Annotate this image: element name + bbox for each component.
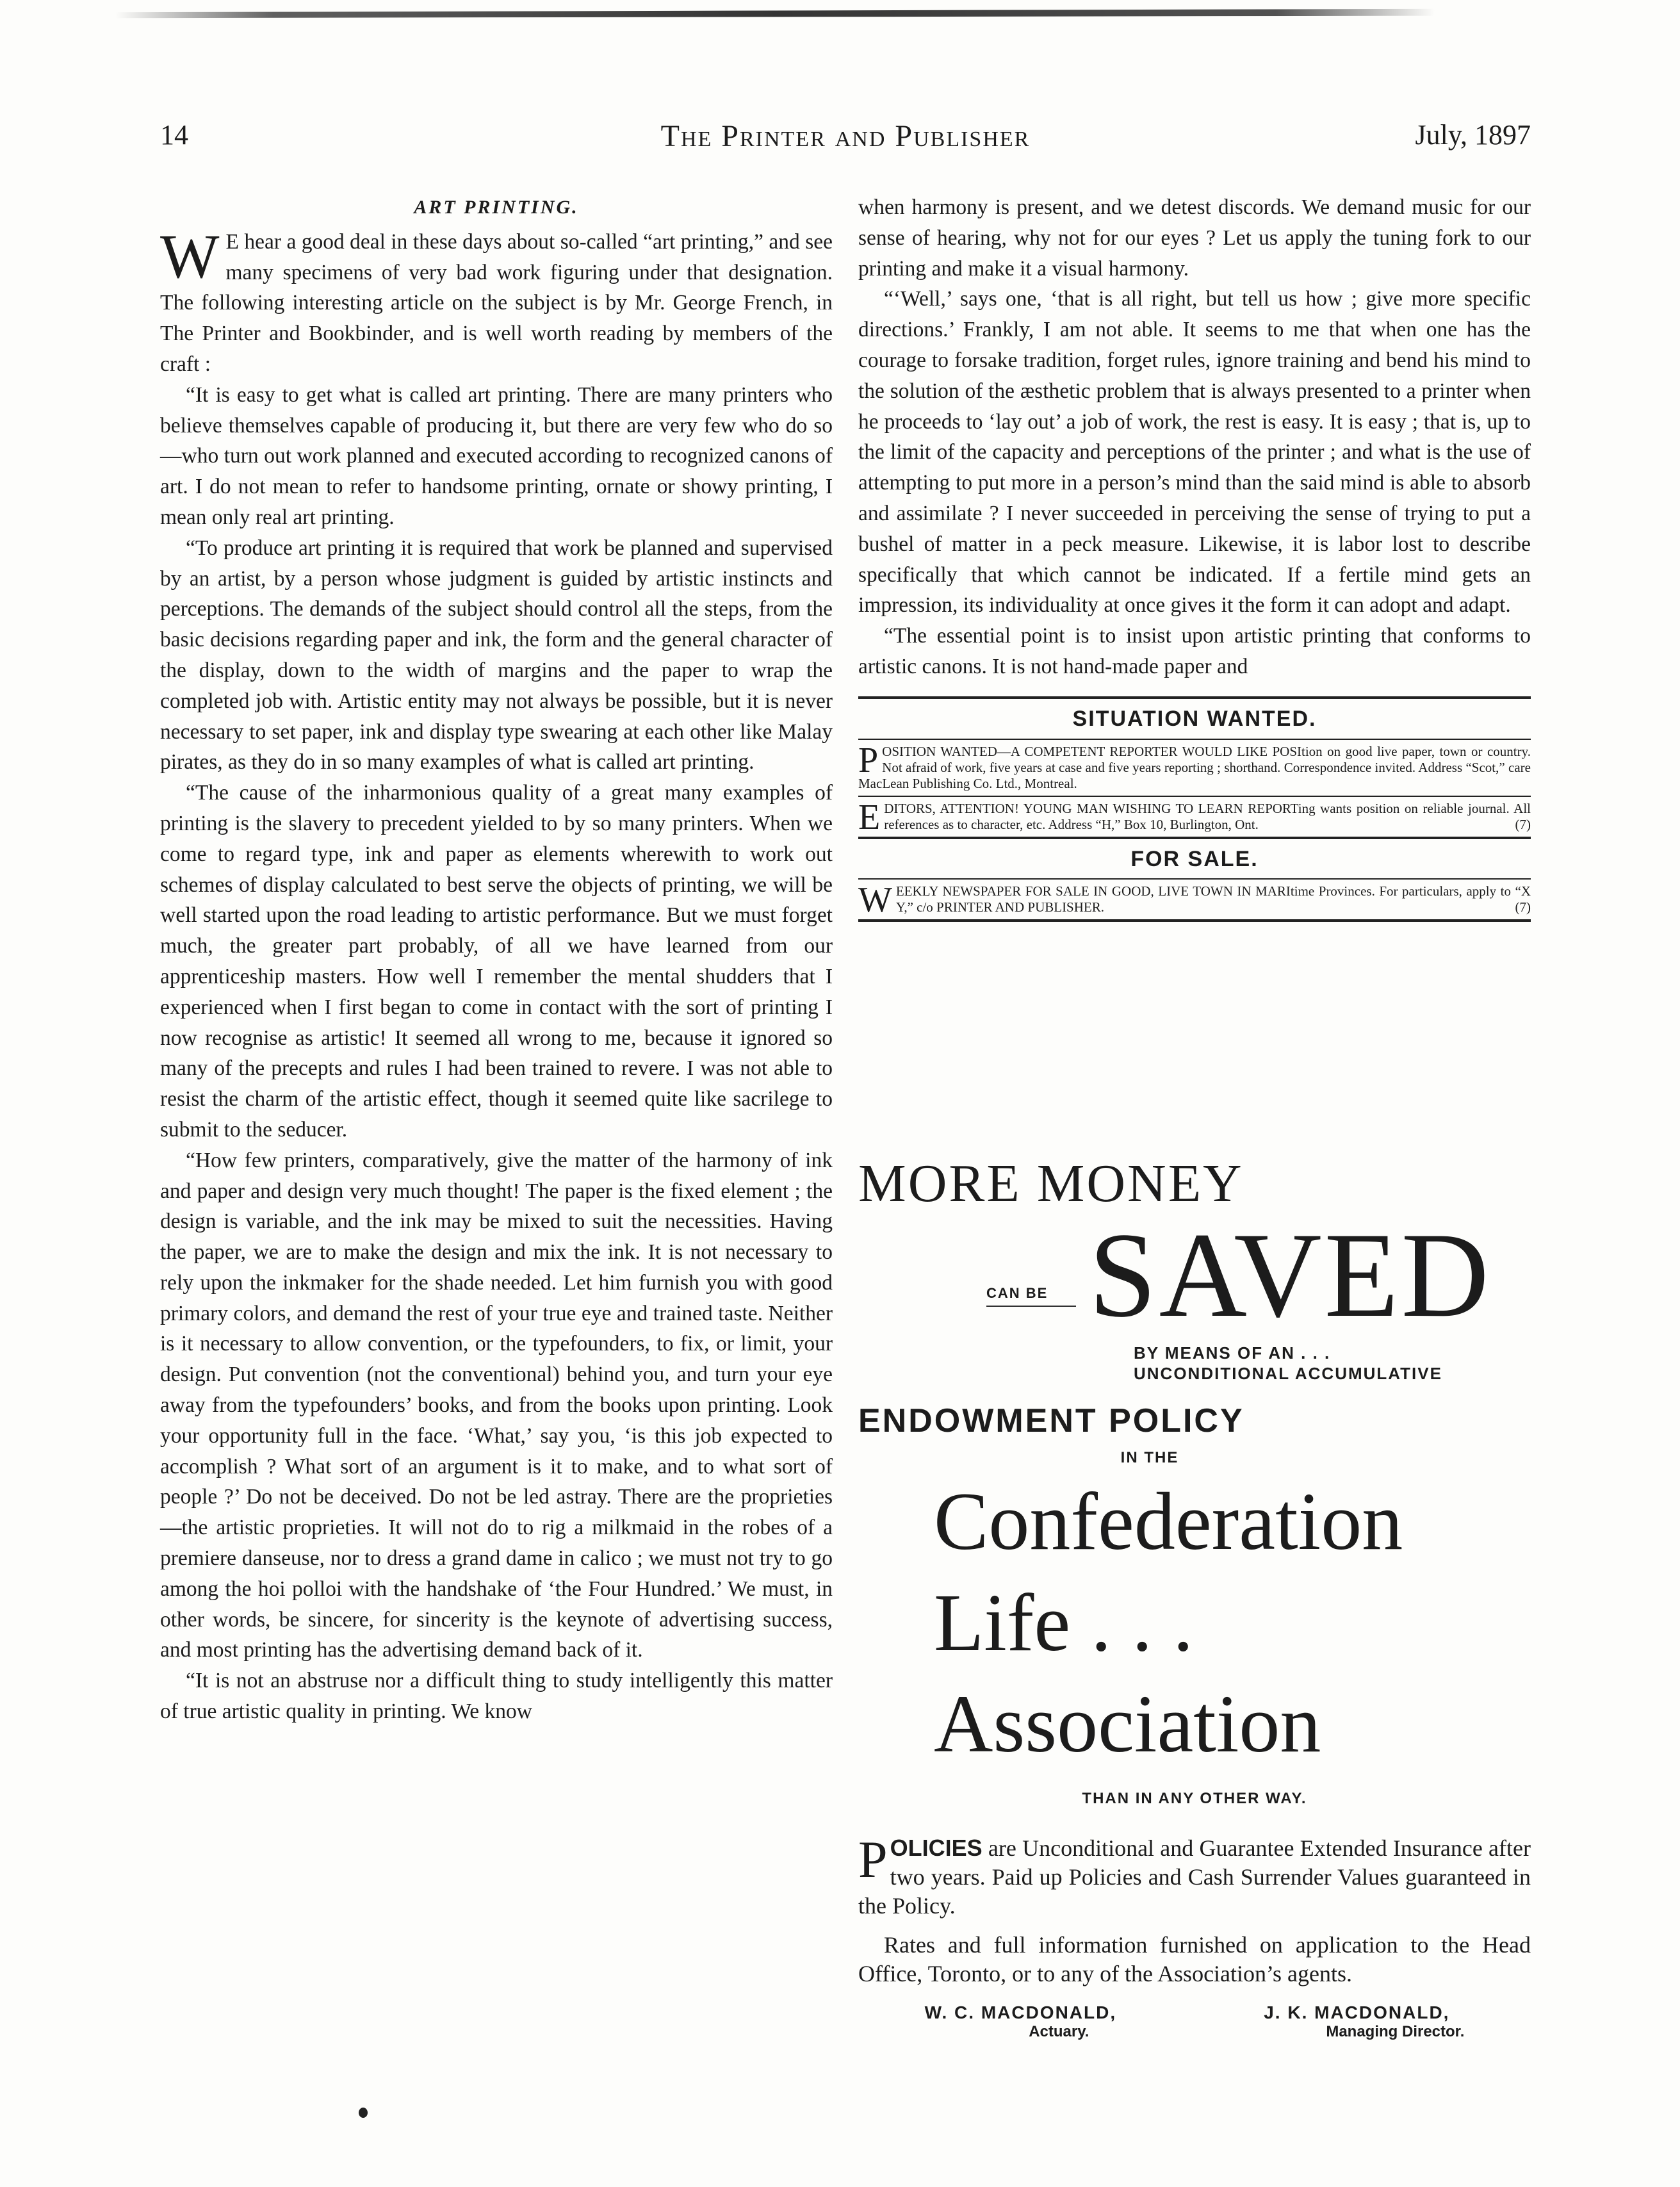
left-column <box>160 192 833 1727</box>
article-paragraph: “‘Well,’ says one, ‘that is all right, but tell us how ; give more specific directions.’ Frankly, I am not able. It seems to me that when one has the courage to forsake tradition, forget rules, ignore training and bend his mind to the solution of the æsthetic problem that is always presented to a printer when he proceeds to ‘lay out’ a job of work, the rest is easy. It is easy ; that is, up to the limit of the capacity and perceptions of the printer ; and what is the use of attempting to put more in a person’s mind than the said mind is able to absorb and assimilate ? I never succeeded in perceiving the sense of trying to put a bushel of matter in a peck measure. Likewise, it is labor lost to describe specifically that which cannot be indicated. If a fertile mind gets an impression, its individuality at once gives it the form it can adopt and adapt. <box>858 287 1531 618</box>
ad-number: (7) <box>1515 816 1531 832</box>
article-paragraph: “It is easy to get what is called art printing. There are many printers who believe themselves capable of producing it, but there are very few who do so—who turn out work planned and executed according to recognized canons of art. I do not mean to refer to handsome printing, ornate or showy printing, I mean only real art printing. <box>160 382 833 529</box>
scan-edge-artifact <box>115 8 1435 19</box>
intro-text: E hear a good deal in these days about so-called “art printing,” and see many specimens of very bad work figuring under that designation. The following interesting article on the subject is by Mr. George French, in The Printer and Bookbinder, and is well worth reading by members of the craft : <box>160 229 833 376</box>
situation-wanted-heading: SITUATION WANTED. <box>1072 706 1317 731</box>
policies-text: are Unconditional and Guarantee Extended Insurance after two years. Paid up Policies and Cash Surrender Values guaranteed in the Policy. <box>858 1835 1531 1919</box>
ad-headline: MORE MONEY <box>858 1154 1244 1213</box>
insurance-advertisement <box>858 1153 1531 2041</box>
policies-paragraph <box>858 1830 1531 1921</box>
signer-name: W. C. MACDONALD, <box>924 2003 1117 2022</box>
policies-cap: P <box>858 1830 888 1888</box>
classified-ad <box>858 797 1531 837</box>
ad-cap: E <box>858 797 881 837</box>
page-header <box>160 119 1531 163</box>
for-sale-heading: FOR SALE. <box>1130 846 1259 871</box>
rates-paragraph: Rates and full information furnished on application to the Head Office, Toronto, or to any of the Association’s agents. <box>858 1932 1531 1986</box>
by-means-line: UNCONDITIONAL ACCUMULATIVE <box>1134 1364 1442 1383</box>
ad-text: EEKLY NEWSPAPER FOR SALE IN GOOD, LIVE TOWN IN MARItime Provinces. For particulars, apply to “X Y,” c/o PRINTER AND PUBLISHER. <box>895 883 1531 915</box>
classified-ad <box>858 740 1531 796</box>
ad-text: OSITION WANTED—A COMPETENT REPORTER WOULD LIKE POSItion on good live paper, town or country. Not afraid of work, five years at case and five years reporting ; shorthand. Correspondence invited. Address “Scot,” care MacLean Publishing Co. Ltd., Montreal. <box>858 743 1531 791</box>
signer-role: Actuary. <box>1029 2023 1089 2040</box>
issue-date: July, 1897 <box>1415 119 1531 151</box>
company-name-line: Confederation <box>934 1476 1403 1567</box>
endowment-heading: ENDOWMENT POLICY <box>858 1402 1244 1439</box>
article-paragraph: “The essential point is to insist upon artistic printing that conforms to artistic canons. It is not hand-made paper and <box>858 624 1531 678</box>
ad-cap: P <box>858 740 879 780</box>
signer-name: J. K. MACDONALD, <box>1264 2003 1450 2022</box>
signer-role: Managing Director. <box>1326 2023 1465 2040</box>
saved-row <box>858 1208 1531 1343</box>
article-heading: ART PRINTING. <box>414 197 579 218</box>
page-number: 14 <box>160 119 188 151</box>
ad-cap: W <box>858 880 892 921</box>
ad-number: (7) <box>1515 899 1531 915</box>
signer <box>925 2003 1117 2041</box>
policies-word: OLICIES <box>890 1835 983 1861</box>
article-paragraph: “How few printers, comparatively, give the matter of the harmony of ink and paper and design very much thought! The paper is the fixed element ; the design is variable, and the ink may be mixed to suit the necessities. Having the paper, we are to make the design and mix the ink. It is not necessary to rely upon the inkmaker for the shade needed. Let him furnish you with good primary colors, and demand the rest of your true eye and trained taste. Neither is it necessary to allow convention, or the typefounders, to fix, or limit, your design. Put convention (not the conventional) behind you, and turn your eye away from the typefounders’ books, and from the books upon printing. Look your opportunity full in the face. ‘What,’ say you, ‘is this job expected to accomplish ? What sort of an argument is it to make, and to what sort of people ?’ Do not be deceived. Do not be led astray. There are the proprieties—the artistic proprieties. It will not do to rig a milkmaid in the robes of a premiere danseuse, nor to dress a grand dame in calico ; we must not try to go among the hoi polloi with the handshake of ‘the Four Hundred.’ We must, in other words, be sincere, for sincerity is the keynote of advertising success, and most printing has the advertising demand back of it. <box>160 1148 833 1662</box>
article-intro <box>160 222 833 380</box>
in-the-label: IN THE <box>1120 1449 1179 1466</box>
company-name-line: Life . . . <box>934 1577 1194 1668</box>
drop-cap: W <box>160 222 220 291</box>
company-name-line: Association <box>934 1678 1321 1769</box>
classified-ad <box>858 880 1531 919</box>
than-line: THAN IN ANY OTHER WAY. <box>1082 1790 1307 1807</box>
saved-word: SAVED <box>1089 1208 1492 1343</box>
article-paragraph: “It is not an abstruse nor a difficult thing to study intelligently this matter of true artistic quality in printing. We know <box>160 1669 833 1724</box>
signatories <box>858 2003 1531 2041</box>
signer <box>1249 2003 1464 2041</box>
divider <box>858 919 1531 922</box>
footer-bullet-mark <box>359 2108 368 2118</box>
by-means-line: BY MEANS OF AN . . . <box>1134 1343 1331 1363</box>
article-paragraph: when harmony is present, and we detest discords. We demand music for our sense of hearing, why not for our eyes ? Let us apply the tuning fork to our printing and make it a visual harmony. <box>858 195 1531 281</box>
article-paragraph: “The cause of the inharmonious quality of a great many examples of printing is the slavery to precedent yielded to by so many printers. When we come to regard type, ink and paper as elements wherewith to work out schemes of display calculated to best serve the objects of printing, we will be well started upon the road leading to artistic performance. But we must forget much, the greater part probably, of all we have learned from our apprenticeship masters. How well I remember the mental shudders that I experienced when I first began to come in contact with the sort of printing I now recognise as artistic! It seemed all wrong to me, because it ignored so many of the precepts and rules I had been trained to revere. I was not able to resist the charm of the artistic effect, though it seemed quite like sacrilege to submit to the seducer. <box>160 781 833 1142</box>
publication-title: The Printer and Publisher <box>660 119 1031 153</box>
can-be-label: CAN BE <box>986 1285 1076 1307</box>
ad-text: DITORS, ATTENTION! YOUNG MAN WISHING TO LEARN REPORTing wants position on reliable journal. All references as to character, etc. Address “H,” Box 10, Burlington, Ont. <box>884 800 1531 832</box>
article-paragraph: “To produce art printing it is required that work be planned and supervised by an artist, by a person whose judgment is guided by artistic instincts and perceptions. The demands of the subject should control all the steps, from the basic decisions regarding paper and ink, the form and the general character of the display, down to the width of margins and the paper to wrap the completed job with. Artistic entity may not always be possible, but it is never necessary to set paper, ink and display type swearing at each other like Malay pirates, as they do in so many examples of what is called art printing. <box>160 536 833 774</box>
right-column <box>858 192 1531 922</box>
